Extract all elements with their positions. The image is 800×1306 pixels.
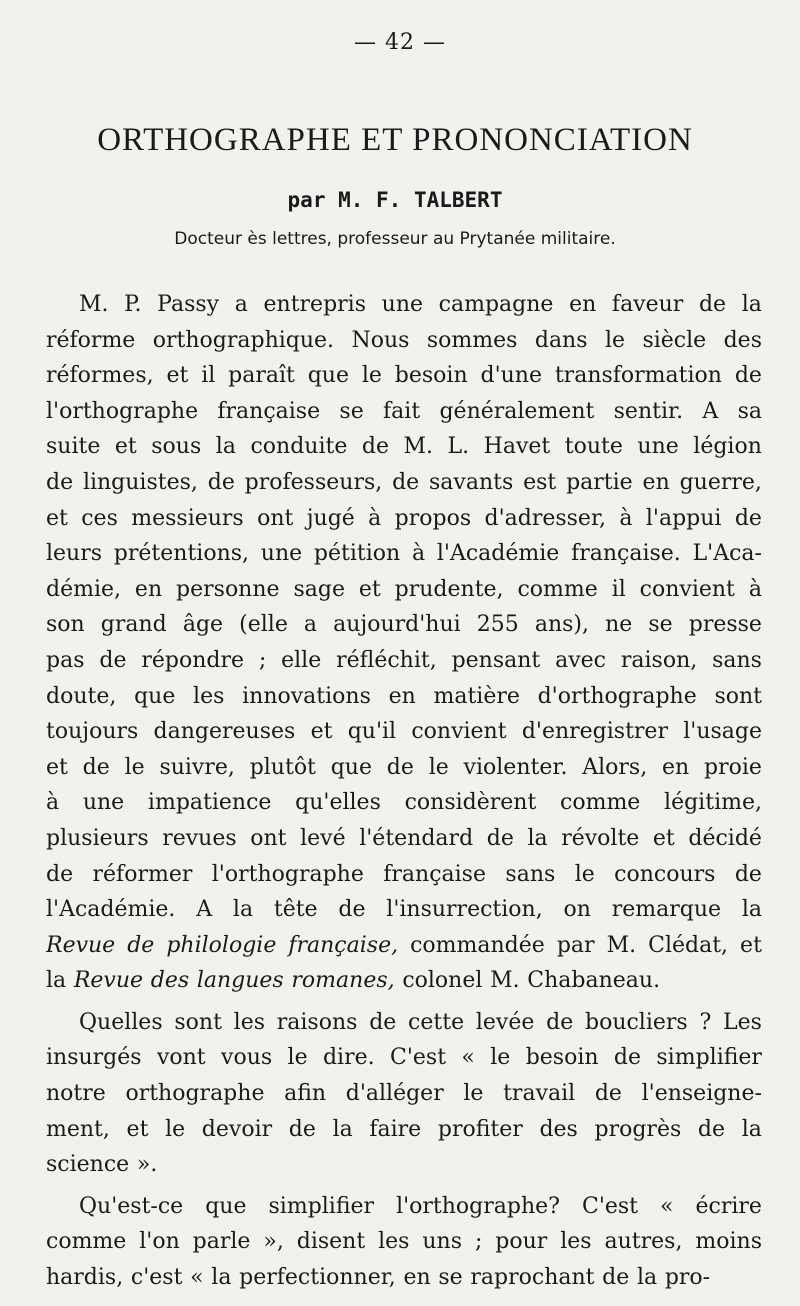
word: légion <box>693 434 762 460</box>
text-line <box>46 429 762 465</box>
word: Revue <box>46 932 116 958</box>
word: perfectionner, <box>239 1265 396 1291</box>
word: », <box>263 1229 284 1255</box>
word: ; <box>258 647 267 673</box>
word: savants <box>429 469 514 495</box>
text-line <box>46 821 762 857</box>
word: langues <box>196 968 284 994</box>
word: l'orthographe <box>46 398 199 424</box>
word: et <box>126 1116 149 1142</box>
word: démie, <box>46 576 122 602</box>
word: les <box>193 683 225 709</box>
word: ces <box>81 505 118 531</box>
word: notre <box>46 1081 106 1107</box>
word: matière <box>433 683 520 709</box>
word: conduite <box>250 434 348 460</box>
word: on <box>563 897 591 923</box>
word: impatience <box>147 790 272 816</box>
text-line <box>46 1260 762 1296</box>
word: la <box>741 1116 762 1142</box>
word: M. <box>403 434 434 460</box>
word: de <box>338 897 366 923</box>
word: à <box>46 790 60 816</box>
word: qu'il <box>347 719 397 745</box>
word: entrepris <box>263 292 367 317</box>
word: une <box>260 541 303 567</box>
word: le <box>463 1081 484 1107</box>
word: messieurs <box>131 505 244 531</box>
word: le <box>165 1116 186 1142</box>
word: A <box>702 398 719 424</box>
word: la <box>215 434 236 460</box>
word: avec <box>555 647 606 673</box>
word: de <box>613 1045 642 1071</box>
word: L. <box>447 434 470 460</box>
word: le <box>287 1045 308 1071</box>
word: ; <box>474 1229 483 1255</box>
word: la <box>741 292 762 317</box>
word: sont <box>714 683 762 709</box>
word: C'est <box>390 1045 447 1071</box>
word: C'est <box>581 1193 639 1219</box>
word: que <box>134 683 176 709</box>
word: à <box>411 541 426 567</box>
word: et <box>114 434 137 460</box>
word: de <box>698 292 727 317</box>
text-line <box>46 501 762 537</box>
word: de <box>486 825 514 851</box>
text-line <box>46 1005 762 1041</box>
word: l'on <box>139 1229 180 1255</box>
word: française, <box>288 932 399 958</box>
word: insurgés <box>46 1045 142 1071</box>
word: réfléchit, <box>336 647 437 673</box>
word: a <box>303 612 318 638</box>
word: suivre, <box>159 754 235 780</box>
word: M. <box>606 932 637 958</box>
word: de <box>46 861 74 887</box>
word: prudente, <box>394 576 504 602</box>
word: et <box>46 505 68 531</box>
word: la <box>332 1116 353 1142</box>
word: en <box>662 754 690 780</box>
word: convient <box>639 576 735 602</box>
word: l'orthographe? <box>396 1193 560 1219</box>
word: et <box>46 754 68 780</box>
word: sage <box>293 576 345 602</box>
word: légitime, <box>664 790 762 816</box>
word: colonel <box>402 968 483 994</box>
word: besoin <box>394 363 468 389</box>
word: sous <box>151 434 202 460</box>
word: plusieurs <box>46 825 149 851</box>
word: l'appui <box>645 505 722 531</box>
word: dans <box>534 327 588 353</box>
word: sont <box>174 1009 222 1035</box>
text-line <box>46 323 762 359</box>
word: l'insurrection, <box>386 897 543 923</box>
word: de <box>361 434 389 460</box>
word: philologie <box>166 932 277 958</box>
word: est <box>523 469 557 495</box>
word: la <box>46 968 67 994</box>
word: réformer <box>92 861 193 887</box>
word: et <box>358 576 381 602</box>
word: campagne <box>438 292 554 317</box>
word: la <box>636 1265 658 1291</box>
text-line <box>46 963 762 999</box>
word: orthographe <box>125 1081 265 1107</box>
word: en <box>403 1265 431 1291</box>
word: française. <box>571 541 681 567</box>
text-line <box>46 643 762 679</box>
word: considèrent <box>404 790 537 816</box>
word: de <box>99 647 127 673</box>
word: parle <box>192 1229 251 1255</box>
word: et <box>740 932 762 958</box>
author-byline: par M. F. TALBERT <box>287 188 503 212</box>
word: les <box>233 1009 266 1035</box>
word: de <box>392 469 420 495</box>
word: concours <box>614 861 716 887</box>
word: vous <box>221 1045 273 1071</box>
text-line <box>46 465 762 501</box>
text-line <box>46 679 762 715</box>
word: propos <box>394 505 472 531</box>
word: personne <box>176 576 280 602</box>
word: comme <box>560 790 641 816</box>
word: de <box>386 754 414 780</box>
word: « <box>660 1193 674 1219</box>
word: Revue <box>73 968 144 994</box>
word: besoin <box>525 1045 599 1071</box>
word: d'enregistrer <box>521 719 668 745</box>
word: disent <box>296 1229 366 1255</box>
word: répondre <box>141 647 244 673</box>
word: à <box>748 576 762 602</box>
text-line <box>46 572 762 608</box>
word: (elle <box>239 612 288 638</box>
word: Alors, <box>582 754 648 780</box>
text-line <box>46 750 762 786</box>
word: comme <box>46 1229 127 1255</box>
word: pro- <box>664 1265 711 1291</box>
article-body <box>46 287 762 1296</box>
word: violenter. <box>463 754 568 780</box>
word: leurs <box>46 541 103 567</box>
word: en <box>134 576 163 602</box>
word: pour <box>495 1229 548 1255</box>
word: Qu'est-ce <box>79 1193 184 1219</box>
word: faveur <box>611 292 684 317</box>
word: pensant <box>451 647 541 673</box>
word: en <box>569 292 597 317</box>
word: hardis, <box>46 1265 124 1291</box>
word: de <box>46 469 74 495</box>
word: de <box>602 1265 630 1291</box>
word: révolte <box>561 825 640 851</box>
word: l'Académie <box>436 541 560 567</box>
word: ? <box>699 1009 712 1035</box>
word: d'orthographe <box>537 683 697 709</box>
word: 255 <box>476 612 519 638</box>
word: transformation <box>554 363 722 389</box>
word: P. <box>124 292 142 317</box>
word: de <box>546 1009 574 1035</box>
word: de <box>594 1081 622 1107</box>
word: sentir. <box>613 398 684 424</box>
word: proie <box>704 754 762 780</box>
word: l'enseigne- <box>641 1081 762 1107</box>
word: raison, <box>620 647 698 673</box>
word: afin <box>284 1081 327 1107</box>
text-line <box>46 607 762 643</box>
word: vont <box>156 1045 206 1071</box>
word: Chabaneau. <box>527 968 661 994</box>
word: travail <box>503 1081 576 1107</box>
word: profiter <box>437 1116 523 1142</box>
word: le <box>604 327 626 353</box>
word: sans <box>712 647 762 673</box>
word: d'adresser, <box>484 505 607 531</box>
word: à <box>619 505 633 531</box>
word: professeurs, <box>244 469 383 495</box>
word: par <box>556 932 595 958</box>
word: se <box>438 1265 463 1291</box>
word: les <box>560 1229 592 1255</box>
word: « <box>190 1265 204 1291</box>
word: d'une <box>480 363 542 389</box>
word: une <box>637 434 679 460</box>
word: que <box>205 1193 247 1219</box>
word: il <box>611 576 626 602</box>
word: Passy <box>157 292 220 317</box>
word: sommes <box>426 327 518 353</box>
text-line <box>46 358 762 394</box>
word: paraît <box>228 363 295 389</box>
word: convient <box>411 719 507 745</box>
word: de <box>127 932 155 958</box>
word: les <box>378 1229 410 1255</box>
word: M. <box>79 292 109 317</box>
word: écrire <box>695 1193 762 1219</box>
word: suite <box>46 434 101 460</box>
word: dire. <box>322 1045 375 1071</box>
word: réformes, <box>46 363 154 389</box>
word: et <box>166 363 189 389</box>
word: la <box>741 897 762 923</box>
word: autres, <box>604 1229 683 1255</box>
word: M. <box>490 968 520 994</box>
word: progrès <box>594 1116 682 1142</box>
text-line <box>46 1076 762 1112</box>
word: en <box>388 683 416 709</box>
text-line <box>46 1040 762 1076</box>
word: il <box>201 363 216 389</box>
word: levé <box>300 825 346 851</box>
word: L'Aca- <box>692 541 762 567</box>
word: raisons <box>276 1009 358 1035</box>
text-line <box>46 714 762 750</box>
word: A <box>196 897 213 923</box>
word: raprochant <box>470 1265 595 1291</box>
text-line <box>46 857 762 893</box>
word: de <box>734 363 762 389</box>
word: de <box>369 1009 397 1035</box>
text-line <box>46 287 762 323</box>
word: simplifier <box>268 1193 375 1219</box>
word: a <box>234 292 248 317</box>
word: remarque <box>611 897 722 923</box>
word: Havet <box>483 434 551 460</box>
word: levée <box>475 1009 535 1035</box>
word: moins <box>695 1229 762 1255</box>
word: sans <box>505 861 556 887</box>
word: ont <box>250 825 287 851</box>
word: française <box>217 398 321 424</box>
word: tête <box>273 897 318 923</box>
word: l'orthographe <box>211 861 364 887</box>
word: son <box>46 612 85 638</box>
word: c'est <box>130 1265 183 1291</box>
word: que <box>307 363 349 389</box>
word: l'étendard <box>359 825 474 851</box>
word: prétentions, <box>113 541 250 567</box>
word: sa <box>737 398 762 424</box>
word: le <box>124 754 145 780</box>
word: à <box>368 505 382 531</box>
word: de <box>697 1116 726 1142</box>
word: d'alléger <box>345 1081 444 1107</box>
word: le <box>490 1045 511 1071</box>
word: ans), <box>534 612 589 638</box>
word: pas <box>46 647 85 673</box>
word: l'usage <box>683 719 762 745</box>
word: Clédat, <box>648 932 729 958</box>
word: uns <box>422 1229 463 1255</box>
word: le <box>574 861 595 887</box>
word: siècle <box>642 327 707 353</box>
word: dangereuses <box>153 719 296 745</box>
word: comme <box>517 576 598 602</box>
word: l'Académie. <box>46 897 176 923</box>
word: Nous <box>351 327 410 353</box>
word: ment, <box>46 1116 110 1142</box>
word: toujours <box>46 719 139 745</box>
word: de <box>288 1116 316 1142</box>
word: ». <box>136 1152 158 1178</box>
word: et <box>652 825 675 851</box>
word: cette <box>408 1009 465 1035</box>
word: des <box>539 1116 578 1142</box>
word: guerre, <box>679 469 762 495</box>
word: toute <box>564 434 623 460</box>
word: elle <box>281 647 322 673</box>
word: commandée <box>410 932 545 958</box>
word: la <box>527 825 548 851</box>
word: des <box>150 968 190 994</box>
text-line <box>46 1112 762 1148</box>
word: science <box>46 1152 130 1178</box>
word: se <box>648 612 673 638</box>
word: se <box>339 398 364 424</box>
word: linguistes, <box>82 469 198 495</box>
word: que <box>330 754 372 780</box>
word: orthographique. <box>152 327 335 353</box>
word: de <box>734 505 762 531</box>
word: presse <box>688 612 762 638</box>
word: décidé <box>688 825 762 851</box>
page-number: — 42 — <box>354 30 446 55</box>
text-line <box>46 785 762 821</box>
word: jugé <box>306 505 355 531</box>
word: qu'elles <box>295 790 381 816</box>
word: devoir <box>201 1116 273 1142</box>
word: revues <box>162 825 237 851</box>
text-line <box>46 1189 762 1225</box>
word: Les <box>723 1009 762 1035</box>
word: Quelles <box>79 1009 163 1035</box>
word: la <box>211 1265 232 1291</box>
word: simplifier <box>656 1045 762 1071</box>
text-line <box>46 892 762 928</box>
word: française <box>383 861 486 887</box>
word: ont <box>257 505 294 531</box>
word: le <box>428 754 449 780</box>
word: ne <box>605 612 633 638</box>
word: partie <box>566 469 633 495</box>
word: de <box>207 469 235 495</box>
word: fait <box>383 398 421 424</box>
text-line <box>46 1224 762 1260</box>
author-affiliation: Docteur ès lettres, professeur au Prytanée militaire. <box>174 229 616 249</box>
word: aujourd'hui <box>333 612 461 638</box>
word: de <box>82 754 110 780</box>
word: romanes, <box>291 968 395 994</box>
word: et <box>310 719 333 745</box>
word: grand <box>100 612 167 638</box>
word: des <box>723 327 762 353</box>
word: boucliers <box>584 1009 688 1035</box>
word: pétition <box>313 541 401 567</box>
word: âge <box>182 612 224 638</box>
text-line <box>46 928 762 964</box>
word: faire <box>369 1116 422 1142</box>
text-line <box>46 394 762 430</box>
word: doute, <box>46 683 117 709</box>
article-title: ORTHOGRAPHE ET PRONONCIATION <box>97 122 693 158</box>
text-line <box>46 1147 762 1183</box>
word: plutôt <box>249 754 316 780</box>
word: de <box>734 861 762 887</box>
text-line <box>46 536 762 572</box>
word: en <box>642 469 670 495</box>
word: la <box>232 897 254 923</box>
word: réforme <box>46 327 136 353</box>
word: « <box>461 1045 475 1071</box>
word: une <box>82 790 125 816</box>
word: le <box>361 363 382 389</box>
word: une <box>381 292 424 317</box>
word: généralement <box>439 398 595 424</box>
word: innovations <box>242 683 371 709</box>
